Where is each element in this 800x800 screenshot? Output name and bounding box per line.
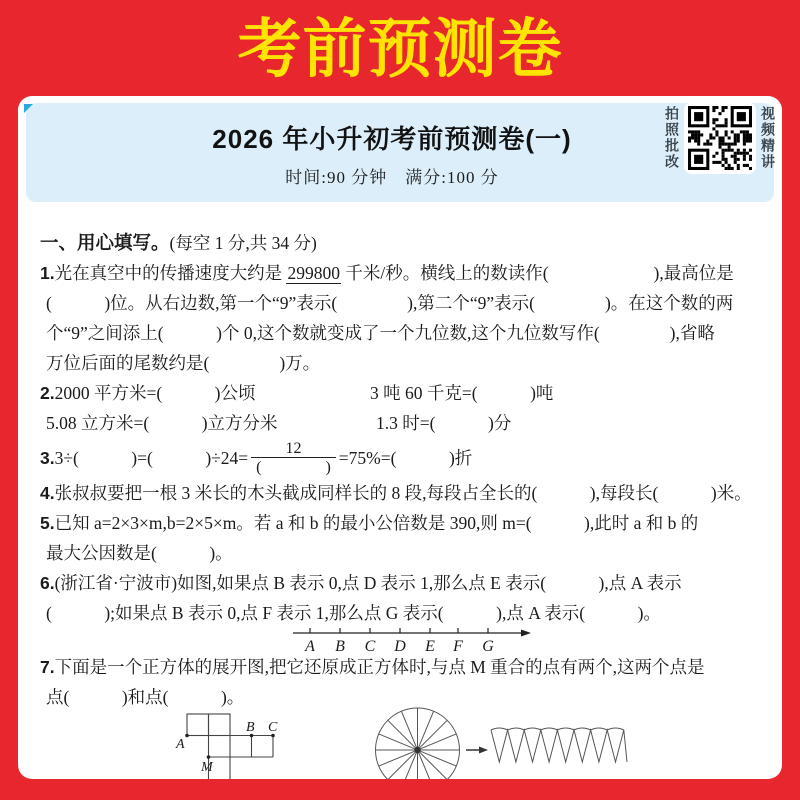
question-7-line-1: 7.下面是一个正方体的展开图,把它还原成正方体时,与点 M 重合的点有两个,这两个点是: [40, 657, 705, 677]
numline-label-a: A: [305, 638, 315, 654]
question-1-line-4: 万位后面的尾数约是( )万。: [46, 353, 321, 373]
question-7-number: 7.: [40, 657, 55, 677]
paper-content: [40, 96, 770, 779]
question-1-number: 1.: [40, 263, 55, 283]
top-banner: [0, 0, 800, 96]
circle-figure: [376, 708, 460, 779]
numline-label-b: B: [335, 638, 345, 654]
question-6-number: 6.: [40, 573, 55, 593]
question-3: 3. 3÷( )=( )÷24= $\frac{12}{( )}$ =75%=( )折: [40, 439, 473, 476]
cube-net-figure: [175, 712, 287, 779]
numline-label-f: F: [453, 638, 463, 654]
net-label-a: A: [176, 737, 185, 752]
numline-label-c: C: [364, 638, 376, 654]
qr-right-label: 视频精讲: [760, 106, 776, 170]
question-2-line-2: 5.08 立方米=( )立方分米 1.3 时=( )分: [46, 413, 512, 433]
numline-label-d: D: [394, 638, 406, 654]
question-3-number: 3.: [40, 448, 55, 468]
circle-rearrange-figure: [370, 706, 640, 779]
question-6-line-1: 6.(浙江省·宁波市)如图,如果点 B 表示 0,点 D 表示 1,那么点 E 表示( ),点 A 表示: [40, 573, 682, 593]
fraction: $\frac{12}{( )}$: [251, 440, 336, 477]
banner-title: 考前预测卷: [237, 13, 563, 85]
paper-meta: 时间:90 分钟 满分:100 分: [285, 168, 499, 187]
question-1-line-3: 个“9”之间添上( )个 0,这个数就变成了一个九位数,这个九位数写作( ),省略: [46, 323, 715, 343]
qr-left-label: 拍照批改: [664, 106, 680, 170]
question-5-number: 5.: [40, 513, 55, 533]
numline-label-g: G: [482, 638, 494, 654]
net-label-c: C: [268, 720, 278, 735]
question-1-line-1: 1.光在真空中的传播速度大约是 299800 千米/秒。横线上的数读作( ),最高位是: [40, 263, 734, 283]
section-heading-note: (每空 1 分,共 34 分): [169, 233, 317, 253]
underlined-number: 299800: [287, 263, 340, 283]
question-5: [40, 508, 770, 568]
question-6: [40, 568, 770, 628]
exam-paper: [18, 96, 782, 779]
question-7-line-2: 点( )和点( )。: [46, 687, 245, 707]
zigzag-figure: [491, 728, 627, 762]
net-label-b: B: [246, 720, 255, 735]
question-5-line-1: 5.已知 a=2×3×m,b=2×5×m。若 a 和 b 的最小公倍数是 390,则 m=( ),此时 a 和 b 的: [40, 513, 699, 533]
arrow-icon: [466, 747, 488, 754]
section-heading: [40, 228, 770, 258]
question-2: [40, 378, 770, 438]
question-6-line-2: ( );如果点 B 表示 0,点 F 表示 1,那么点 G 表示( ),点 A 表示( )。: [46, 603, 661, 623]
question-7: [40, 652, 770, 712]
number-line-figure: [290, 628, 770, 652]
corner-accent: [24, 104, 33, 113]
question-1: [40, 258, 770, 378]
question-2-line-1: 2.2000 平方米=( )公顷 3 吨 60 千克=( )吨: [40, 383, 554, 403]
question-7-figures: [40, 712, 770, 779]
question-2-number: 2.: [40, 383, 55, 403]
number-line: [290, 628, 532, 654]
question-4-number: 4.: [40, 483, 55, 503]
net-label-m: M: [201, 760, 213, 775]
question-5-line-2: 最大公因数是( )。: [46, 543, 233, 563]
circle-center-dot: [414, 747, 420, 753]
question-1-line-2: ( )位。从右边数,第一个“9”表示( ),第二个“9”表示( )。在这个数的两: [46, 293, 734, 313]
section-heading-bold: 一、用心填写。: [40, 232, 170, 253]
question-4: 4.张叔叔要把一根 3 米长的木头截成同样长的 8 段,每段占全长的( ),每段长( )米。: [40, 483, 752, 503]
paper-title: 2026 年小升初考前预测卷(一): [212, 124, 572, 154]
numline-label-e: E: [425, 638, 435, 654]
